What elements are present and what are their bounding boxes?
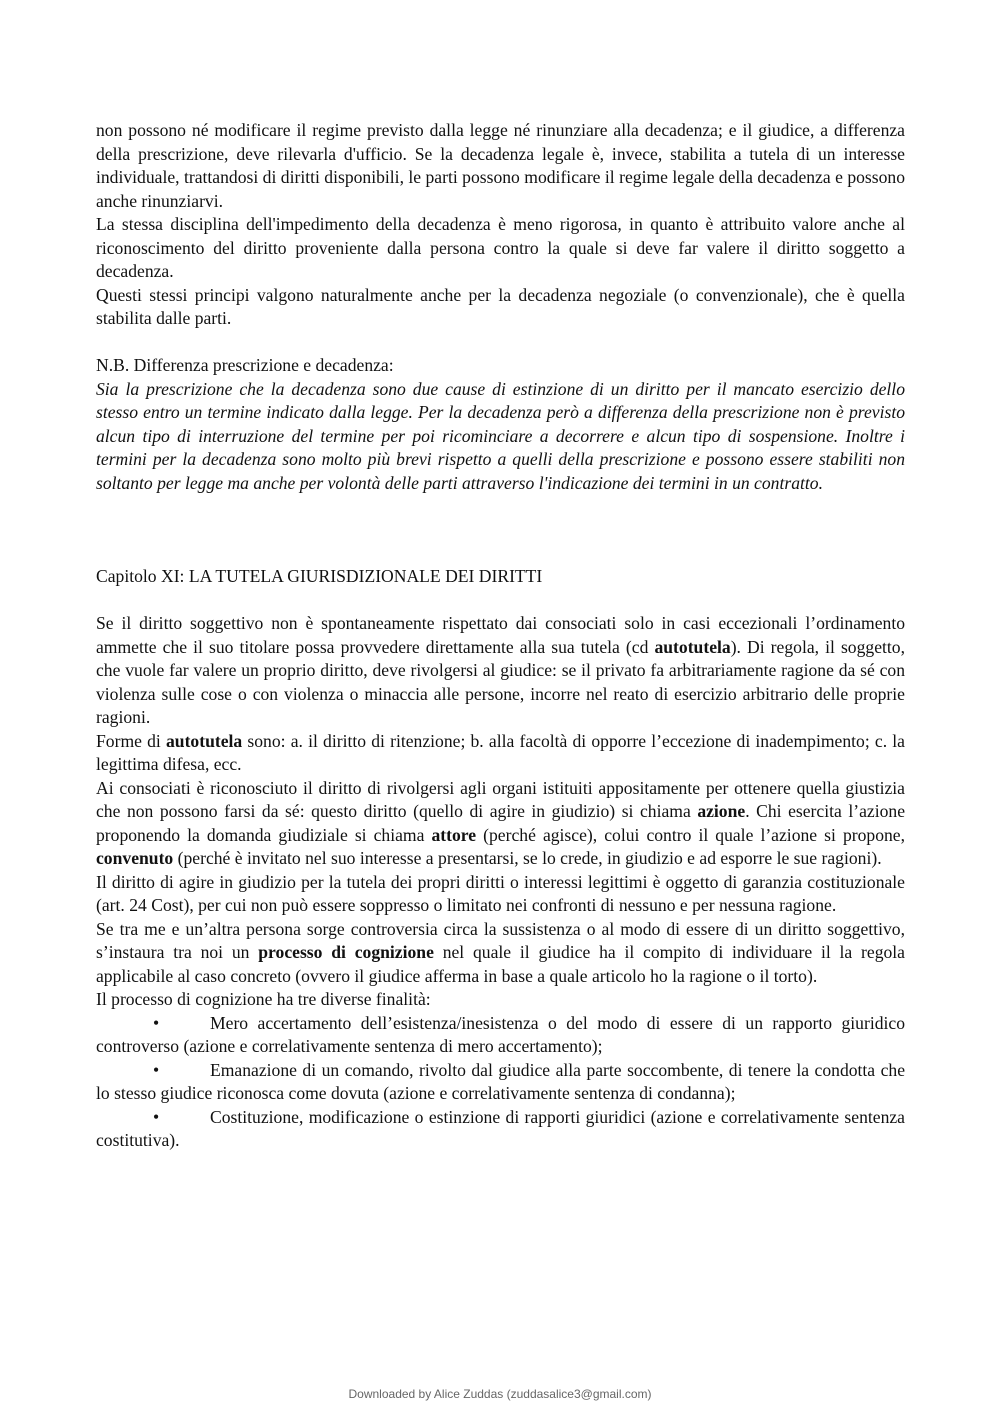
- spacer: [96, 495, 905, 565]
- list-item-text: Mero accertamento dell’esistenza/inesistenza o del modo di essere di un rapporto giuridico controverso (azione e correlativamente sentenza di mero accertamento);: [96, 1012, 905, 1056]
- spacer: [96, 331, 905, 355]
- bullet-icon: •: [153, 1106, 160, 1127]
- download-footer: Downloaded by Alice Zuddas (zuddasalice3@gmail.com): [348, 1387, 652, 1401]
- paragraph-decadenza-negoziale: Questi stessi principi valgono naturalmente anche per la decadenza negoziale (o convenzionale), che è quella stabilita dalle parti.: [96, 284, 905, 328]
- term-processo-di-cognizione: processo di cognizione: [258, 942, 434, 962]
- text-segment: ). Di regola, il soggetto, che vuole far valere un proprio diritto, deve rivolgersi al giudice: se il privato fa arbitrariamente ragione da sé con violenza sulle cose o con violenza o minaccia alle persone, incorre nel reato di esercizio arbitrario delle proprie ragioni.: [96, 636, 905, 727]
- text-segment: . Chi esercita l’azione proponendo la domanda giudiziale si chiama: [96, 801, 906, 845]
- paragraph-garanzia-costituzionale: Il diritto di agire in giudizio per la tutela dei propri diritti o interessi legittimi è oggetto di garanzia costituzionale (art. 24 Cost), per cui non può essere soppresso o limitato nei confronti di nessuno e per nessuna ragione.: [96, 871, 905, 915]
- paragraph-forme-autotutela: [96, 730, 905, 777]
- list-item: [96, 1059, 905, 1106]
- text-segment: (perché agisce), colui contro il quale l’azione si propone,: [476, 824, 905, 845]
- paragraph-finalita: Il processo di cognizione ha tre diverse finalità:: [96, 989, 431, 1009]
- nb-heading: N.B. Differenza prescrizione e decadenza:: [96, 355, 394, 375]
- term-autotutela: autotutela: [654, 636, 731, 657]
- text-segment: (perché è invitato nel suo interesse a presentarsi, se lo crede, in giudizio e ad esporre le sue ragioni).: [173, 848, 882, 868]
- text-segment: Se il diritto soggettivo non è spontaneamente rispettato dai consociati solo in casi eccezionali l’ordinamento ammette che il suo titolare possa provvedere direttamente alla sua tutela (cd: [96, 613, 905, 657]
- document-page: [96, 119, 905, 1153]
- text-segment: Se tra me e un’altra persona sorge controversia circa la sussistenza o al modo di essere di un diritto soggettivo, s’instaura tra noi un: [96, 918, 905, 962]
- term-convenuto: convenuto: [96, 848, 174, 868]
- bullet-icon: •: [153, 1012, 160, 1033]
- spacer: [96, 589, 905, 613]
- text-segment: nel quale il giudice ha il compito di individuare il la regola applicabile al caso concreto (ovvero il giudice afferma in base a quale articolo ho la ragione o il torto).: [96, 942, 905, 986]
- bullet-icon: •: [153, 1059, 160, 1080]
- paragraph-impedimento: La stessa disciplina dell'impedimento della decadenza è meno rigorosa, in quanto è attribuito valore anche al riconoscimento del diritto proveniente dalla persona contro la quale si deve far valere il diritto soggetto a decadenza.: [96, 214, 905, 281]
- nb-text: Sia la prescrizione che la decadenza sono due cause di estinzione di un diritto per il mancato esercizio dello stesso entro un termine indicato dalla legge. Per la decadenza però a differenza della prescrizione non è previsto alcun tipo di interruzione del termine per poi ricominciare a decorrere e alcun tipo di sospensione. Inoltre i termini per la decadenza sono molto più brevi rispetto a quelli della prescrizione e possono essere stabiliti non soltanto per legge ma anche per volontà delle parti attraverso l'indicazione dei termini in un contratto.: [96, 378, 905, 493]
- term-azione: azione: [697, 801, 746, 821]
- text-segment: Ai consociati è riconosciuto il diritto di rivolgersi agli organi istituiti appositamente per ottenere quella giustizia che non possono farsi da sé: questo diritto (quello di agire in giudizio) si chiama: [96, 777, 905, 821]
- term-autotutela: autotutela: [165, 730, 243, 751]
- paragraph-azione: [96, 777, 905, 871]
- text-segment: Forme di: [96, 730, 166, 751]
- list-item-text: Emanazione di un comando, rivolto dal giudice alla parte soccombente, di tenere la condotta che lo stesso giudice riconosca come dovuta (azione e correlativamente sentenza di condanna);: [96, 1059, 905, 1103]
- list-item-text: Costituzione, modificazione o estinzione di rapporti giuridici (azione e correlativamente sentenza costitutiva).: [96, 1106, 905, 1150]
- paragraph-autotutela: [96, 612, 905, 730]
- chapter-title: Capitolo XI: LA TUTELA GIURISDIZIONALE DEI DIRITTI: [96, 566, 543, 586]
- paragraph-decadenza-legale: non possono né modificare il regime previsto dalla legge né rinunziare alla decadenza; e il giudice, a differenza della prescrizione, deve rilevarla d'ufficio. Se la decadenza legale è, invece, stabilita a tutela di un interesse individuale, trattandosi di diritti disponibili, le parti possono modificare il regime legale della decadenza e possono anche rinunziarvi.: [96, 120, 905, 211]
- list-item: [96, 1106, 905, 1153]
- paragraph-processo-cognizione: [96, 918, 905, 989]
- term-attore: attore: [431, 824, 477, 845]
- list-item: [96, 1012, 905, 1059]
- text-segment: sono: a. il diritto di ritenzione; b. alla facoltà di opporre l’eccezione di inadempimento; c. la legittima difesa, ecc.: [96, 730, 905, 774]
